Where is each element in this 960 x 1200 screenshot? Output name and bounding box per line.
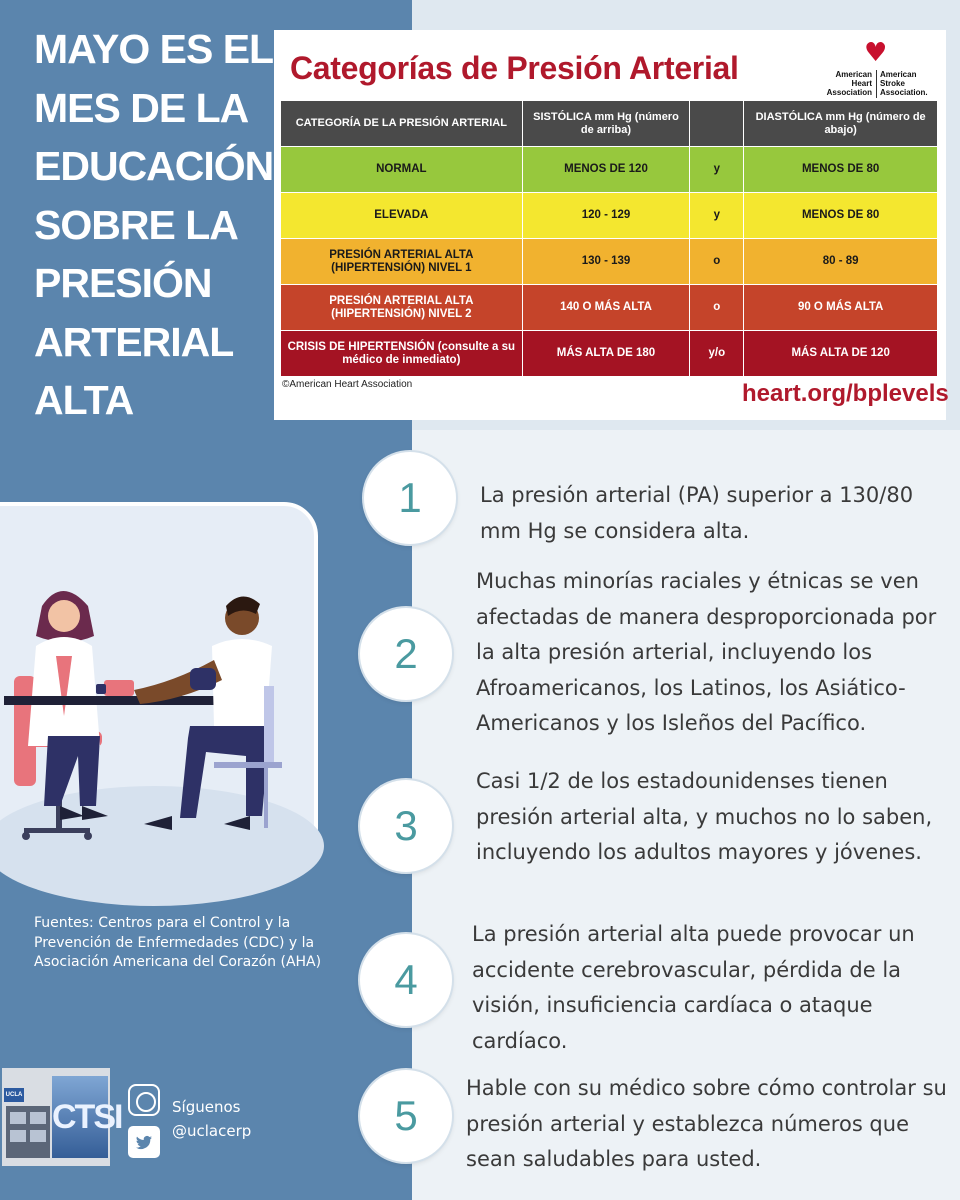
headline-line: EDUCACIÓN: [34, 143, 274, 189]
row-systolic: MÁS ALTA DE 180: [522, 331, 690, 377]
fact-text: La presión arterial alta puede provocar un accidente cerebrovascular, pérdida de la visión, insuficiencia cardíaca o ataque cardíaco.: [472, 922, 915, 1053]
table-row: [281, 147, 938, 193]
row-category: NORMAL: [281, 147, 523, 193]
row-conjunction: o: [690, 239, 744, 285]
heart-torch-icon: ♥: [864, 38, 888, 68]
table-row: [281, 285, 938, 331]
instagram-icon[interactable]: [128, 1084, 160, 1116]
table-row: [281, 193, 938, 239]
follow-label: Síguenos: [172, 1098, 241, 1116]
heart-org-link[interactable]: heart.org/bplevels: [742, 380, 949, 407]
aha-logo-right-text: American Stroke Association.: [880, 70, 928, 97]
twitter-icon[interactable]: [128, 1126, 160, 1158]
headline-line: SOBRE LA: [34, 201, 238, 248]
aha-logo-left-text: American Heart Association: [826, 70, 872, 97]
row-conjunction: y: [690, 147, 744, 193]
table-row: [281, 331, 938, 377]
row-category: PRESIÓN ARTERIAL ALTA (HIPERTENSIÓN) NIVEL 2: [281, 285, 523, 331]
row-systolic: 120 - 129: [522, 193, 690, 239]
fact-text: La presión arterial (PA) superior a 130/80 mm Hg se considera alta.: [480, 483, 914, 543]
headline-line: PRESIÓN: [34, 260, 212, 306]
blood-pressure-categories-chart: [274, 30, 949, 420]
row-category: PRESIÓN ARTERIAL ALTA (HIPERTENSIÓN) NIVEL 1: [281, 239, 523, 285]
headline: [34, 20, 274, 430]
bp-table-header-row: [281, 101, 938, 147]
row-diastolic: MÁS ALTA DE 120: [744, 331, 938, 377]
row-diastolic: 90 O MÁS ALTA: [744, 285, 938, 331]
fact-number-badge: 3: [360, 780, 452, 872]
ctsi-logo-text: CTSI: [52, 1076, 108, 1158]
row-category: ELEVADA: [281, 193, 523, 239]
fact-text: Casi 1/2 de los estadounidenses tienen presión arterial alta, y muchos no lo saben, incluyendo los adultos mayores y jóvenes.: [476, 769, 933, 864]
headline-line: ARTERIAL: [34, 318, 234, 365]
chart-title: Categorías de Presión Arterial: [290, 50, 739, 86]
fact-number-badge: 1: [364, 452, 456, 544]
headline-line: ALTA: [34, 377, 134, 423]
row-conjunction: y/o: [690, 331, 744, 377]
aha-logo-divider: [876, 70, 877, 98]
header-systolic: SISTÓLICA mm Hg (número de arriba): [522, 101, 690, 147]
row-systolic: 130 - 139: [522, 239, 690, 285]
row-conjunction: o: [690, 285, 744, 331]
fact-number-badge: 4: [360, 934, 452, 1026]
illustration-svg: [0, 506, 322, 866]
twitter-bird-glyph: [128, 1126, 160, 1158]
aha-logo: [822, 40, 934, 98]
headline-line: MES DE LA: [34, 84, 249, 131]
table-row: [281, 239, 938, 285]
row-conjunction: y: [690, 193, 744, 239]
header-conjunction: [690, 101, 744, 147]
row-diastolic: MENOS DE 80: [744, 147, 938, 193]
fact-number-badge: 5: [360, 1070, 452, 1162]
ctsi-cube-graphic: [6, 1106, 50, 1158]
row-systolic: MENOS DE 120: [522, 147, 690, 193]
ctsi-logo: [2, 1068, 122, 1166]
fact-number-badge: 2: [360, 608, 452, 700]
row-diastolic: MENOS DE 80: [744, 193, 938, 239]
row-diastolic: 80 - 89: [744, 239, 938, 285]
headline-line: MAYO ES EL: [34, 26, 274, 72]
chart-credit: ©American Heart Association: [282, 379, 413, 390]
ucla-tag: UCLA: [4, 1088, 24, 1102]
social-handle[interactable]: @uclacerp: [172, 1122, 252, 1140]
header-category: CATEGORÍA DE LA PRESIÓN ARTERIAL: [281, 101, 523, 147]
fact-text: Hable con su médico sobre cómo controlar su presión arterial y establezca números que sean saludables para usted.: [466, 1076, 947, 1171]
row-category: CRISIS DE HIPERTENSIÓN (consulte a su médico de inmediato): [281, 331, 523, 377]
header-diastolic: DIASTÓLICA mm Hg (número de abajo): [744, 101, 938, 147]
doctor-measuring-blood-pressure-illustration: [0, 502, 318, 862]
bp-table: [280, 100, 938, 377]
sources-note: Fuentes: Centros para el Control y la Prevención de Enfermedades (CDC) y la Asociación Americana del Corazón (AHA): [34, 915, 322, 970]
fact-text: Muchas minorías raciales y étnicas se ven afectadas de manera desproporcionada por la alta presión arterial, incluyendo los Afroamericanos, los Latinos, los Asiático-Americanos y los Isleños del Pacífico.: [476, 569, 937, 735]
row-systolic: 140 O MÁS ALTA: [522, 285, 690, 331]
